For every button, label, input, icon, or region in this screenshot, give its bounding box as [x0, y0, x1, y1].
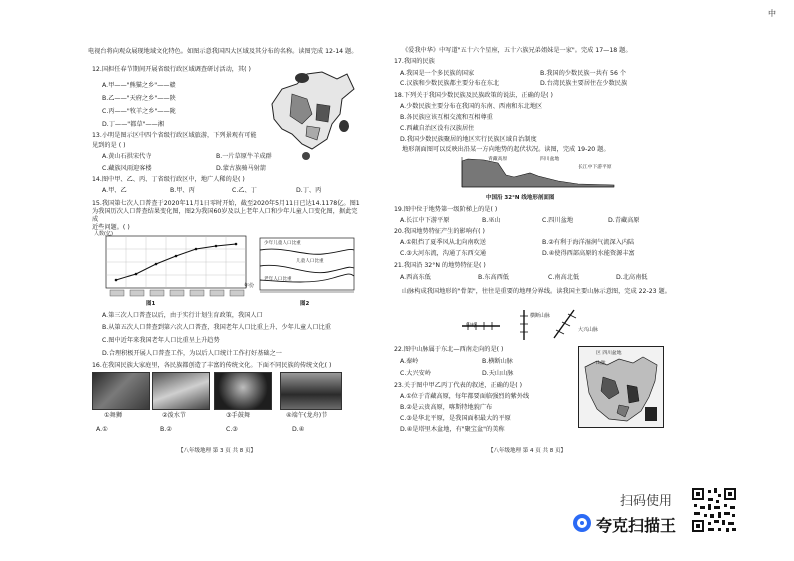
- mountain-label-1: 甲岭: [466, 323, 477, 329]
- q12-option-b: B.乙——"天府之乡"——陕: [102, 95, 176, 102]
- q18-option-d: D.我国少数民族聚居的地区实行民族区域自治制度: [400, 136, 537, 143]
- q12-option-a: A.甲——"熊猫之乡"——赣: [102, 82, 176, 89]
- question-21: 21.我国沿 32°N 的地势特征是( ): [394, 262, 486, 269]
- scan-to-use-label: 扫码使用: [620, 494, 673, 509]
- q19-option-b: B.巫山: [482, 217, 501, 224]
- profile-label-plateau: 青藏高原: [488, 157, 508, 162]
- question-15: 15.我国第七次人口普查于2020年11月1日零时开始，截至2020年5月11日已达14.1178亿。图1为我国历次人口普查结果变化图，图2为我国60岁及以上老年人口和少年儿童人口变化图，据此完成: [92, 200, 360, 223]
- question-13-line2: 见到的是 ( ): [92, 142, 126, 149]
- profile-caption: 中国沿 32°N 线地形剖面图: [486, 195, 555, 201]
- right-intro: 《爱我中华》中写道"五十六个星座，五十六族兄弟姐妹是一家"。完成 17—18 题。: [402, 47, 632, 54]
- q21-option-b: B.东高西低: [478, 274, 509, 281]
- profile-intro: 地形剖面图可以反映出沿某一方向地势的起伏状况。读图，完成 19-20 题。: [402, 146, 610, 153]
- q18-option-a: A.少数民族主要分布在我国的东南、西南和东北地区: [400, 103, 543, 110]
- question-15-line2: 近些问题。( ): [92, 224, 130, 231]
- q15-option-c: C.图中近年来我国老年人口比重呈上升趋势: [102, 337, 220, 344]
- q17-option-c: C.汉族和少数民族都主要分布在东北: [400, 80, 500, 87]
- q17-option-b: B.我国的少数民族一共有 56 个: [540, 70, 627, 77]
- q13-option-a: A.黄山石拱宋代寺: [102, 153, 152, 160]
- q21-option-c: C.南高北低: [548, 274, 580, 281]
- question-13: 13.小明是图示区中四个省级行政区域旅游，下列景观有可能: [92, 132, 257, 139]
- question-12: 12.国担任春节期间开展省级行政区域调查研讨活动，其( ): [92, 66, 251, 73]
- question-20: 20.我国地势特征产生的影响有( ): [394, 228, 485, 235]
- q20-option-d: D.④使得西部高原的水能资源丰富: [542, 250, 635, 257]
- brand-name: 夸克扫描王: [596, 516, 677, 535]
- q16-option-b: B.②: [160, 426, 172, 433]
- q21-option-d: D.北高南低: [616, 274, 648, 281]
- corner-mark: 中: [768, 9, 776, 18]
- q20-option-c: C.③大河东流，沟通了东西交通: [400, 250, 487, 257]
- chart2-mid-label: 儿童人口比重: [296, 259, 324, 264]
- q16-option-a: A.①: [96, 426, 108, 433]
- chart2-top-label: 少年儿童人口比重: [264, 241, 301, 246]
- quark-logo-icon: [573, 514, 591, 532]
- q16-option-c: C.③: [226, 426, 238, 433]
- q15-option-b: B.从第五次人口普查到第六次人口普查，我国老年人口比重上升、少年儿童人口比重: [102, 324, 331, 331]
- q14-option-d: D.丁、丙: [296, 187, 322, 194]
- q19-option-a: A.长江中下游平原: [400, 217, 450, 224]
- left-footer: 【八年级地理 第 3 页 共 8 页】: [178, 448, 256, 454]
- q21-option-a: A.西高东低: [400, 274, 431, 281]
- chart2-caption: 图2: [300, 301, 310, 307]
- photo-caption-3: ③手鼓舞: [226, 412, 251, 419]
- profile-label-basin: 四川盆地: [540, 157, 560, 162]
- mountain-label-2: 横断山脉: [530, 313, 551, 319]
- q19-option-d: D.青藏高原: [608, 217, 640, 224]
- q15-option-d: D.合理积极开展人口普查工作，为以后人口统计工作打好基础之一: [102, 350, 282, 357]
- photo-lion-dance: [92, 372, 150, 410]
- china-mountain-map: [578, 346, 664, 428]
- qr-code[interactable]: [690, 486, 738, 534]
- q23-option-c: C.③是华北平原，是我国面积最大的平原: [400, 415, 511, 422]
- map-legend-basin: 区 四川盆地: [596, 351, 622, 356]
- photo-water-festival: [152, 372, 210, 410]
- q17-option-d: D.台湾民族主要居住在少数民族: [540, 80, 628, 87]
- question-17: 17.我国的民族: [394, 58, 435, 65]
- q18-option-b: B.各民族应该互相交流和互相尊重: [400, 114, 493, 121]
- profile-label-plain: 长江中下游平原: [578, 165, 612, 170]
- photo-drum-dance: [214, 372, 272, 410]
- q13-option-d: D.蒙古族骑马射箭: [216, 165, 267, 172]
- photo-caption-4: ④端午(龙舟)节: [286, 412, 328, 419]
- photo-dragon-boat: [280, 372, 342, 410]
- q22-option-d: D.天山山脉: [482, 370, 514, 377]
- mountain-label-3: 大兴山脉: [578, 327, 599, 333]
- q17-option-a: A.我国是一个多民族的国家: [400, 70, 475, 77]
- q23-option-d: D.④是塔里木盆地，有"聚宝盆"的美称: [400, 426, 505, 433]
- q16-option-d: D.④: [292, 426, 305, 433]
- q12-option-c: C.丙——"牧羊之乡"——陇: [102, 108, 176, 115]
- q14-option-c: C.乙、丁: [232, 187, 257, 194]
- chart1-ylabel: 人数(亿): [94, 231, 113, 237]
- q23-option-b: B.②是云贵高原，喀斯特地貌广布: [400, 404, 493, 411]
- question-14: 14.图中甲、乙、丙、丁省级行政区中，地广人稀的是( ): [92, 176, 245, 183]
- chart1-xlabel: 年份: [244, 283, 255, 289]
- q18-option-c: C.西藏自治区没有汉族居住: [400, 125, 475, 132]
- question-23: 23.关于图中甲乙丙丁代表的叙述，正确的是( ): [394, 382, 523, 389]
- q14-option-a: A.甲、乙: [102, 187, 127, 194]
- left-intro: 电视台将向观众展现地域文化特色。如图示意我国四大区域及其分布的名称。读图完成 12-14 题。: [88, 48, 358, 55]
- question-19: 19.图中位于地势第一级阶梯上的是( ): [394, 206, 498, 213]
- population-chart-1: [92, 232, 255, 304]
- q13-option-b: B.一片草原牛羊成群: [216, 153, 272, 160]
- q19-option-c: C.四川盆地: [542, 217, 574, 224]
- chart2-bottom-label: 老年人口比重: [264, 277, 292, 282]
- question-22: 22.图中山脉属于东北—西南走向的是( ): [394, 346, 504, 353]
- map-legend-mountain: 山脉: [596, 361, 606, 366]
- q14-option-b: B.甲、丙: [170, 187, 195, 194]
- q13-option-c: C.藏族风雨迎客楼: [102, 165, 152, 172]
- chart1-caption: 图1: [146, 301, 156, 307]
- q22-option-b: B.横断山脉: [482, 358, 513, 365]
- q20-option-a: A.①阻挡了夏季风从北向南吹送: [400, 239, 486, 246]
- question-18: 18.下列关于我国少数民族及民族政策的说法，正确的是( ): [394, 92, 553, 99]
- q23-option-a: A.①位于青藏高原，每年都要面临强烈的紫外线: [400, 393, 530, 400]
- mountain-intro: 山脉构成我国地形的"骨架"，往往是重要的地理分界线。读我国主要山脉示意图，完成 22-23 题。: [402, 288, 671, 295]
- photo-caption-2: ②泼水节: [162, 412, 187, 419]
- terrain-profile-chart: [458, 155, 618, 191]
- q12-option-d: D.丁——"都草"——湘: [102, 121, 164, 128]
- photo-caption-1: ①舞狮: [104, 412, 122, 419]
- china-region-map: [262, 64, 358, 164]
- right-footer: 【八年级地理 第 4 页 共 8 页】: [488, 448, 566, 454]
- question-16: 16.在我国民族大家庭里，各民族都创造了丰富的传统文化。下面不同民族的传统文化( ): [92, 362, 332, 369]
- q22-option-a: A.秦岭: [400, 358, 419, 365]
- q22-option-c: C.大兴安岭: [400, 370, 432, 377]
- q15-option-a: A.第三次人口普查以后，由于实行计划生育政策，我国人口: [102, 312, 263, 319]
- q20-option-b: B.②有利于海洋湿润气流深入内陆: [542, 239, 635, 246]
